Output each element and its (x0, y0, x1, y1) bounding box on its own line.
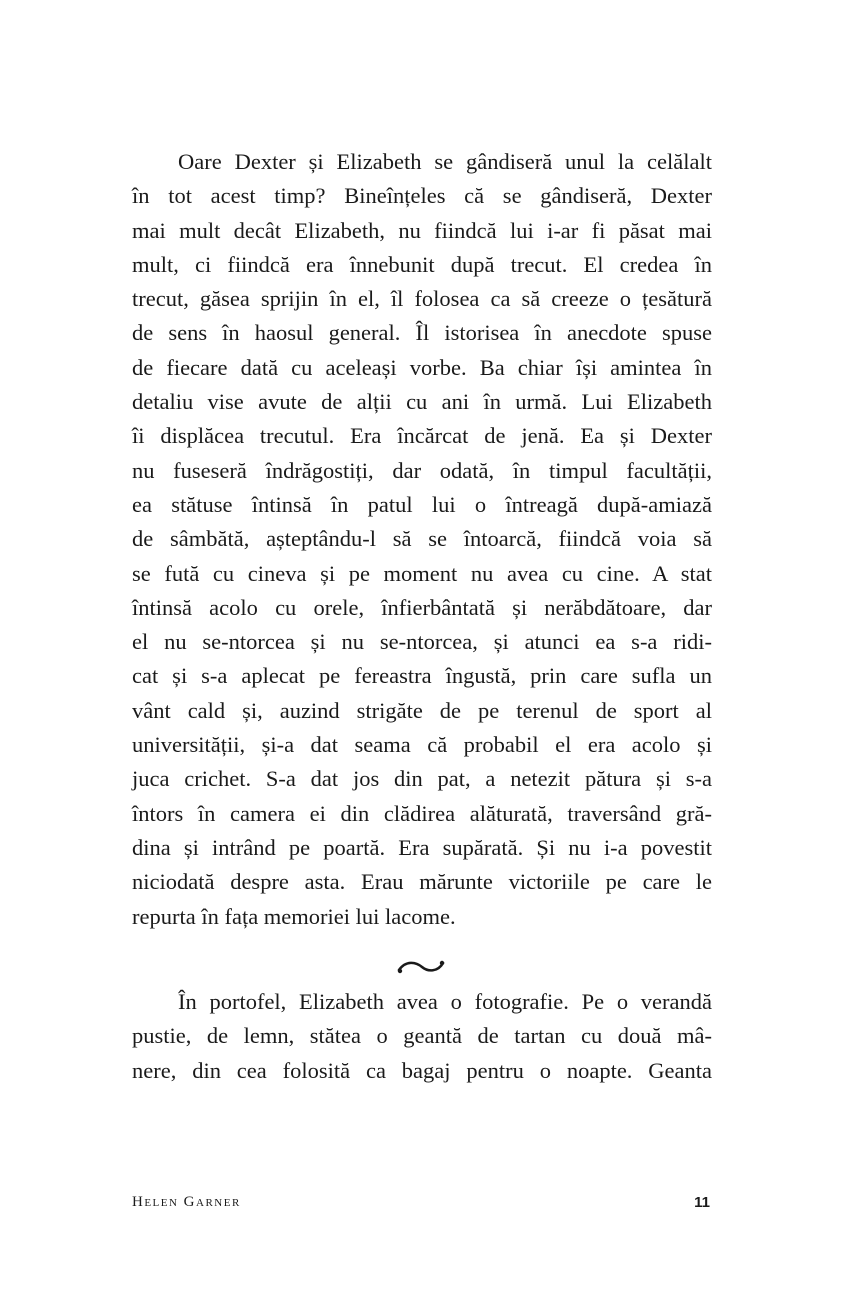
running-footer-author: Helen Garner (132, 1194, 241, 1210)
text-line: el nu se-ntorcea și nu se-ntorcea, și atunci ea s-a ridi- (132, 629, 712, 655)
text-line: Oare Dexter și Elizabeth se gândiseră unul la celălalt (178, 149, 712, 174)
text-line: repurta în fața memoriei lui lacome. (132, 903, 456, 929)
text-line: detaliu vise avute de alții cu ani în urmă. Lui Elizabeth (132, 389, 712, 415)
text-line: se fută cu cineva și pe moment nu avea cu cine. A stat (132, 560, 712, 586)
paragraph-1 (132, 145, 712, 934)
page-number: 11 (694, 1194, 710, 1211)
text-line: întors în camera ei din clădirea alăturată, traversând gră- (132, 800, 712, 826)
text-line: mai mult decât Elizabeth, nu fiindcă lui i-ar fi păsat mai (132, 217, 712, 243)
text-line: mult, ci fiindcă era înnebunit după trecut. El credea în (132, 251, 712, 277)
text-line: de sens în haosul general. Îl istorisea în anecdote spuse (132, 320, 712, 346)
text-line: nere, din cea folosită ca bagaj pentru o noapte. Geanta (132, 1057, 712, 1083)
text-line: în tot acest timp? Bineînțeles că se gândiseră, Dexter (132, 183, 712, 209)
text-line: de fiecare dată cu aceleași vorbe. Ba chiar își amintea în (132, 354, 712, 380)
text-line: niciodată despre asta. Erau mărunte victoriile pe care le (132, 869, 712, 895)
text-line: nu fuseseră îndrăgostiți, dar odată, în timpul facultății, (132, 457, 712, 483)
text-line: îi displăcea trecutul. Era încărcat de jenă. Ea și Dexter (132, 423, 712, 449)
text-line: întinsă acolo cu orele, înfierbântată și nerăbdătoare, dar (132, 594, 712, 620)
text-line: ea stătuse întinsă în patul lui o întreagă după-amiază (132, 491, 712, 517)
text-line: trecut, găsea sprijin în el, îl folosea ca să creeze o țesătură (132, 286, 712, 312)
tilde-ornament-icon (396, 958, 446, 976)
text-line: universității, și-a dat seama că probabil el era acolo și (132, 732, 712, 758)
text-line: În portofel, Elizabeth avea o fotografie. Pe o verandă (178, 989, 712, 1014)
paragraph-2 (132, 985, 712, 1088)
text-line: vânt cald și, auzind strigăte de pe terenul de sport al (132, 697, 712, 723)
text-line: dina și intrând pe poartă. Era supărată. Și nu i-a povestit (132, 834, 712, 860)
text-line: cat și s-a aplecat pe fereastra îngustă, prin care sufla un (132, 663, 712, 689)
text-line: juca crichet. S-a dat jos din pat, a netezit pătura și s-a (132, 766, 712, 792)
text-line: de sâmbătă, așteptându-l să se întoarcă, fiindcă voia să (132, 526, 712, 552)
text-line: pustie, de lemn, stătea o geantă de tartan cu două mâ- (132, 1023, 712, 1049)
